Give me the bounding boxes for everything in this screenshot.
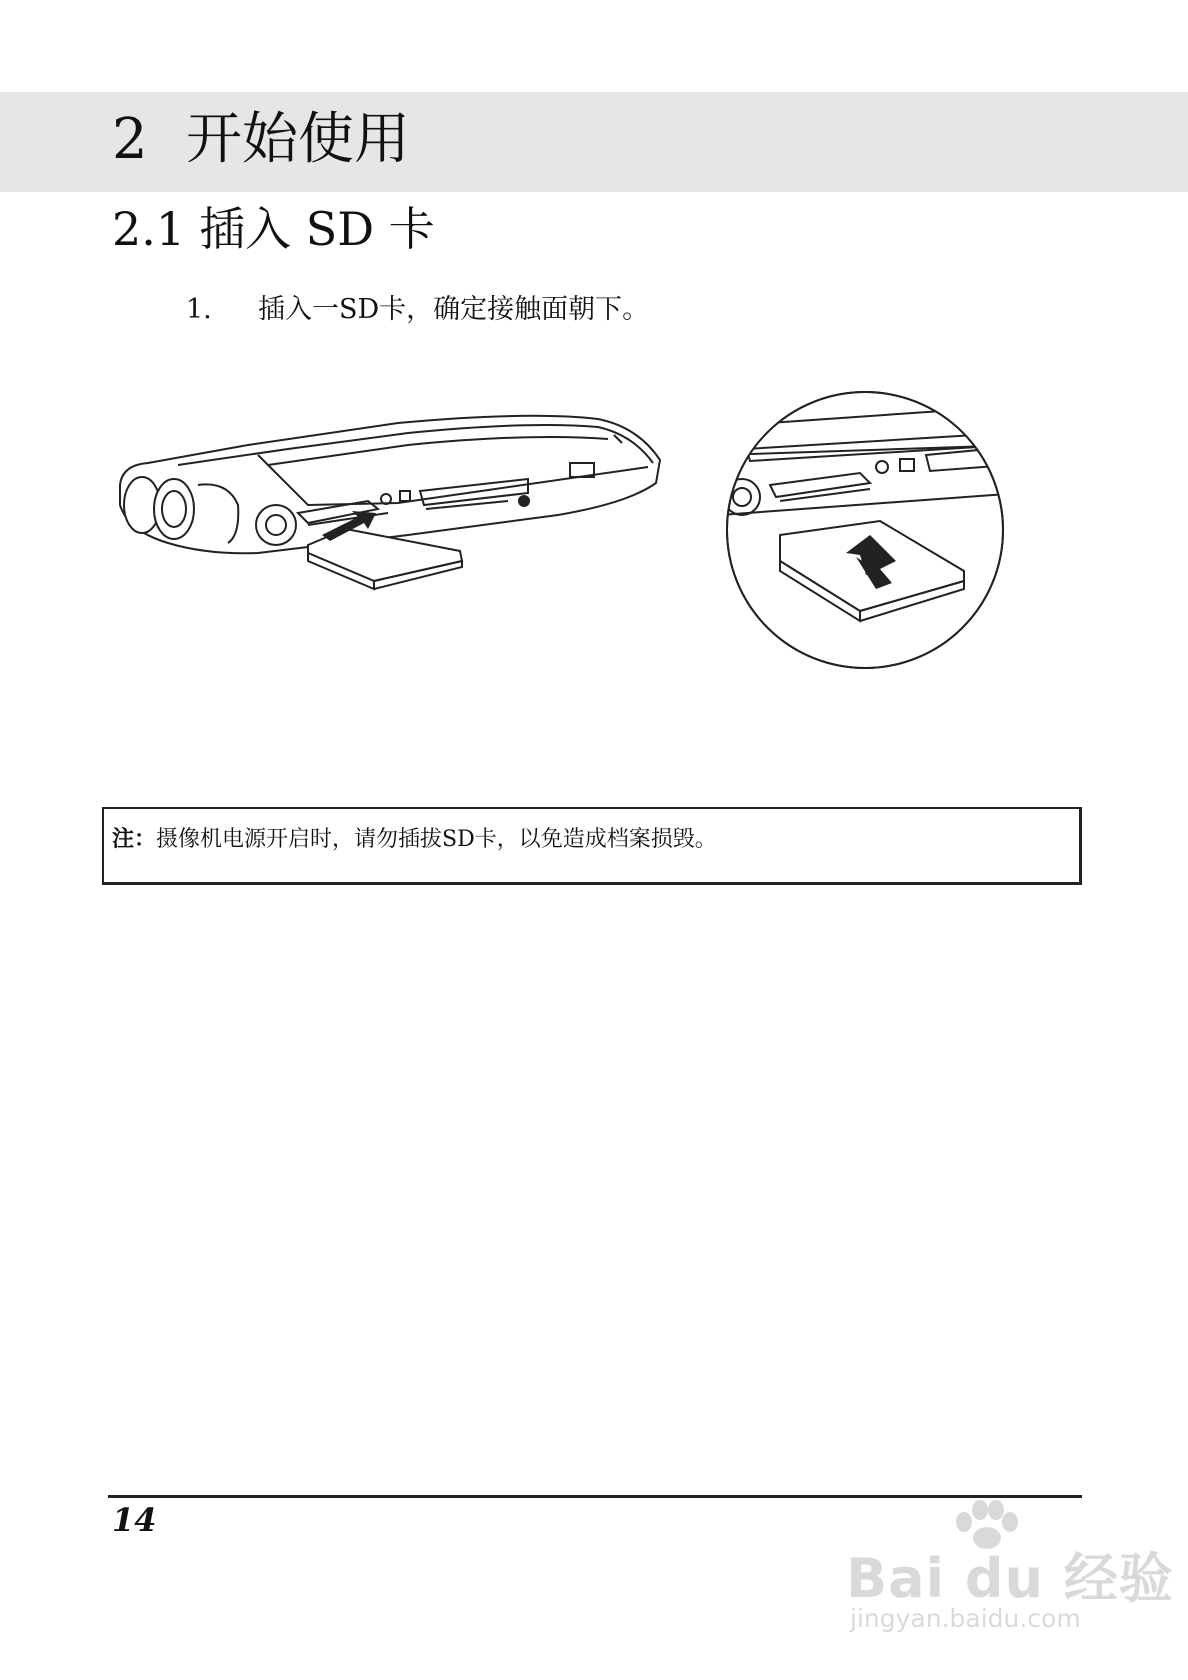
watermark-url: jingyan.baidu.com	[850, 1604, 1081, 1633]
camera-sd-slot-illustration	[108, 405, 668, 635]
step-number: 1.	[186, 294, 212, 325]
section-number: 2.1	[112, 202, 186, 256]
section-title	[112, 196, 435, 262]
note-text: 摄像机电源开启时，请勿插拔SD卡，以免造成档案损毁。	[156, 827, 717, 852]
step-item	[186, 290, 649, 330]
page-number: 14	[112, 1501, 157, 1539]
sd-slot-closeup-illustration	[720, 385, 1010, 675]
chapter-title	[112, 100, 410, 180]
step-text: 插入一SD卡，确定接触面朝下。	[258, 294, 650, 325]
watermark	[840, 1500, 1174, 1640]
chapter-title-text: 开始使用	[186, 107, 410, 172]
note-box	[102, 807, 1082, 885]
footer-divider	[108, 1495, 1082, 1498]
note-label: 注：	[112, 826, 157, 852]
watermark-brand: Bai du 经验	[846, 1547, 1174, 1610]
note-content	[112, 823, 717, 856]
chapter-number: 2	[112, 107, 148, 172]
section-title-text: 插入 SD 卡	[199, 202, 435, 256]
